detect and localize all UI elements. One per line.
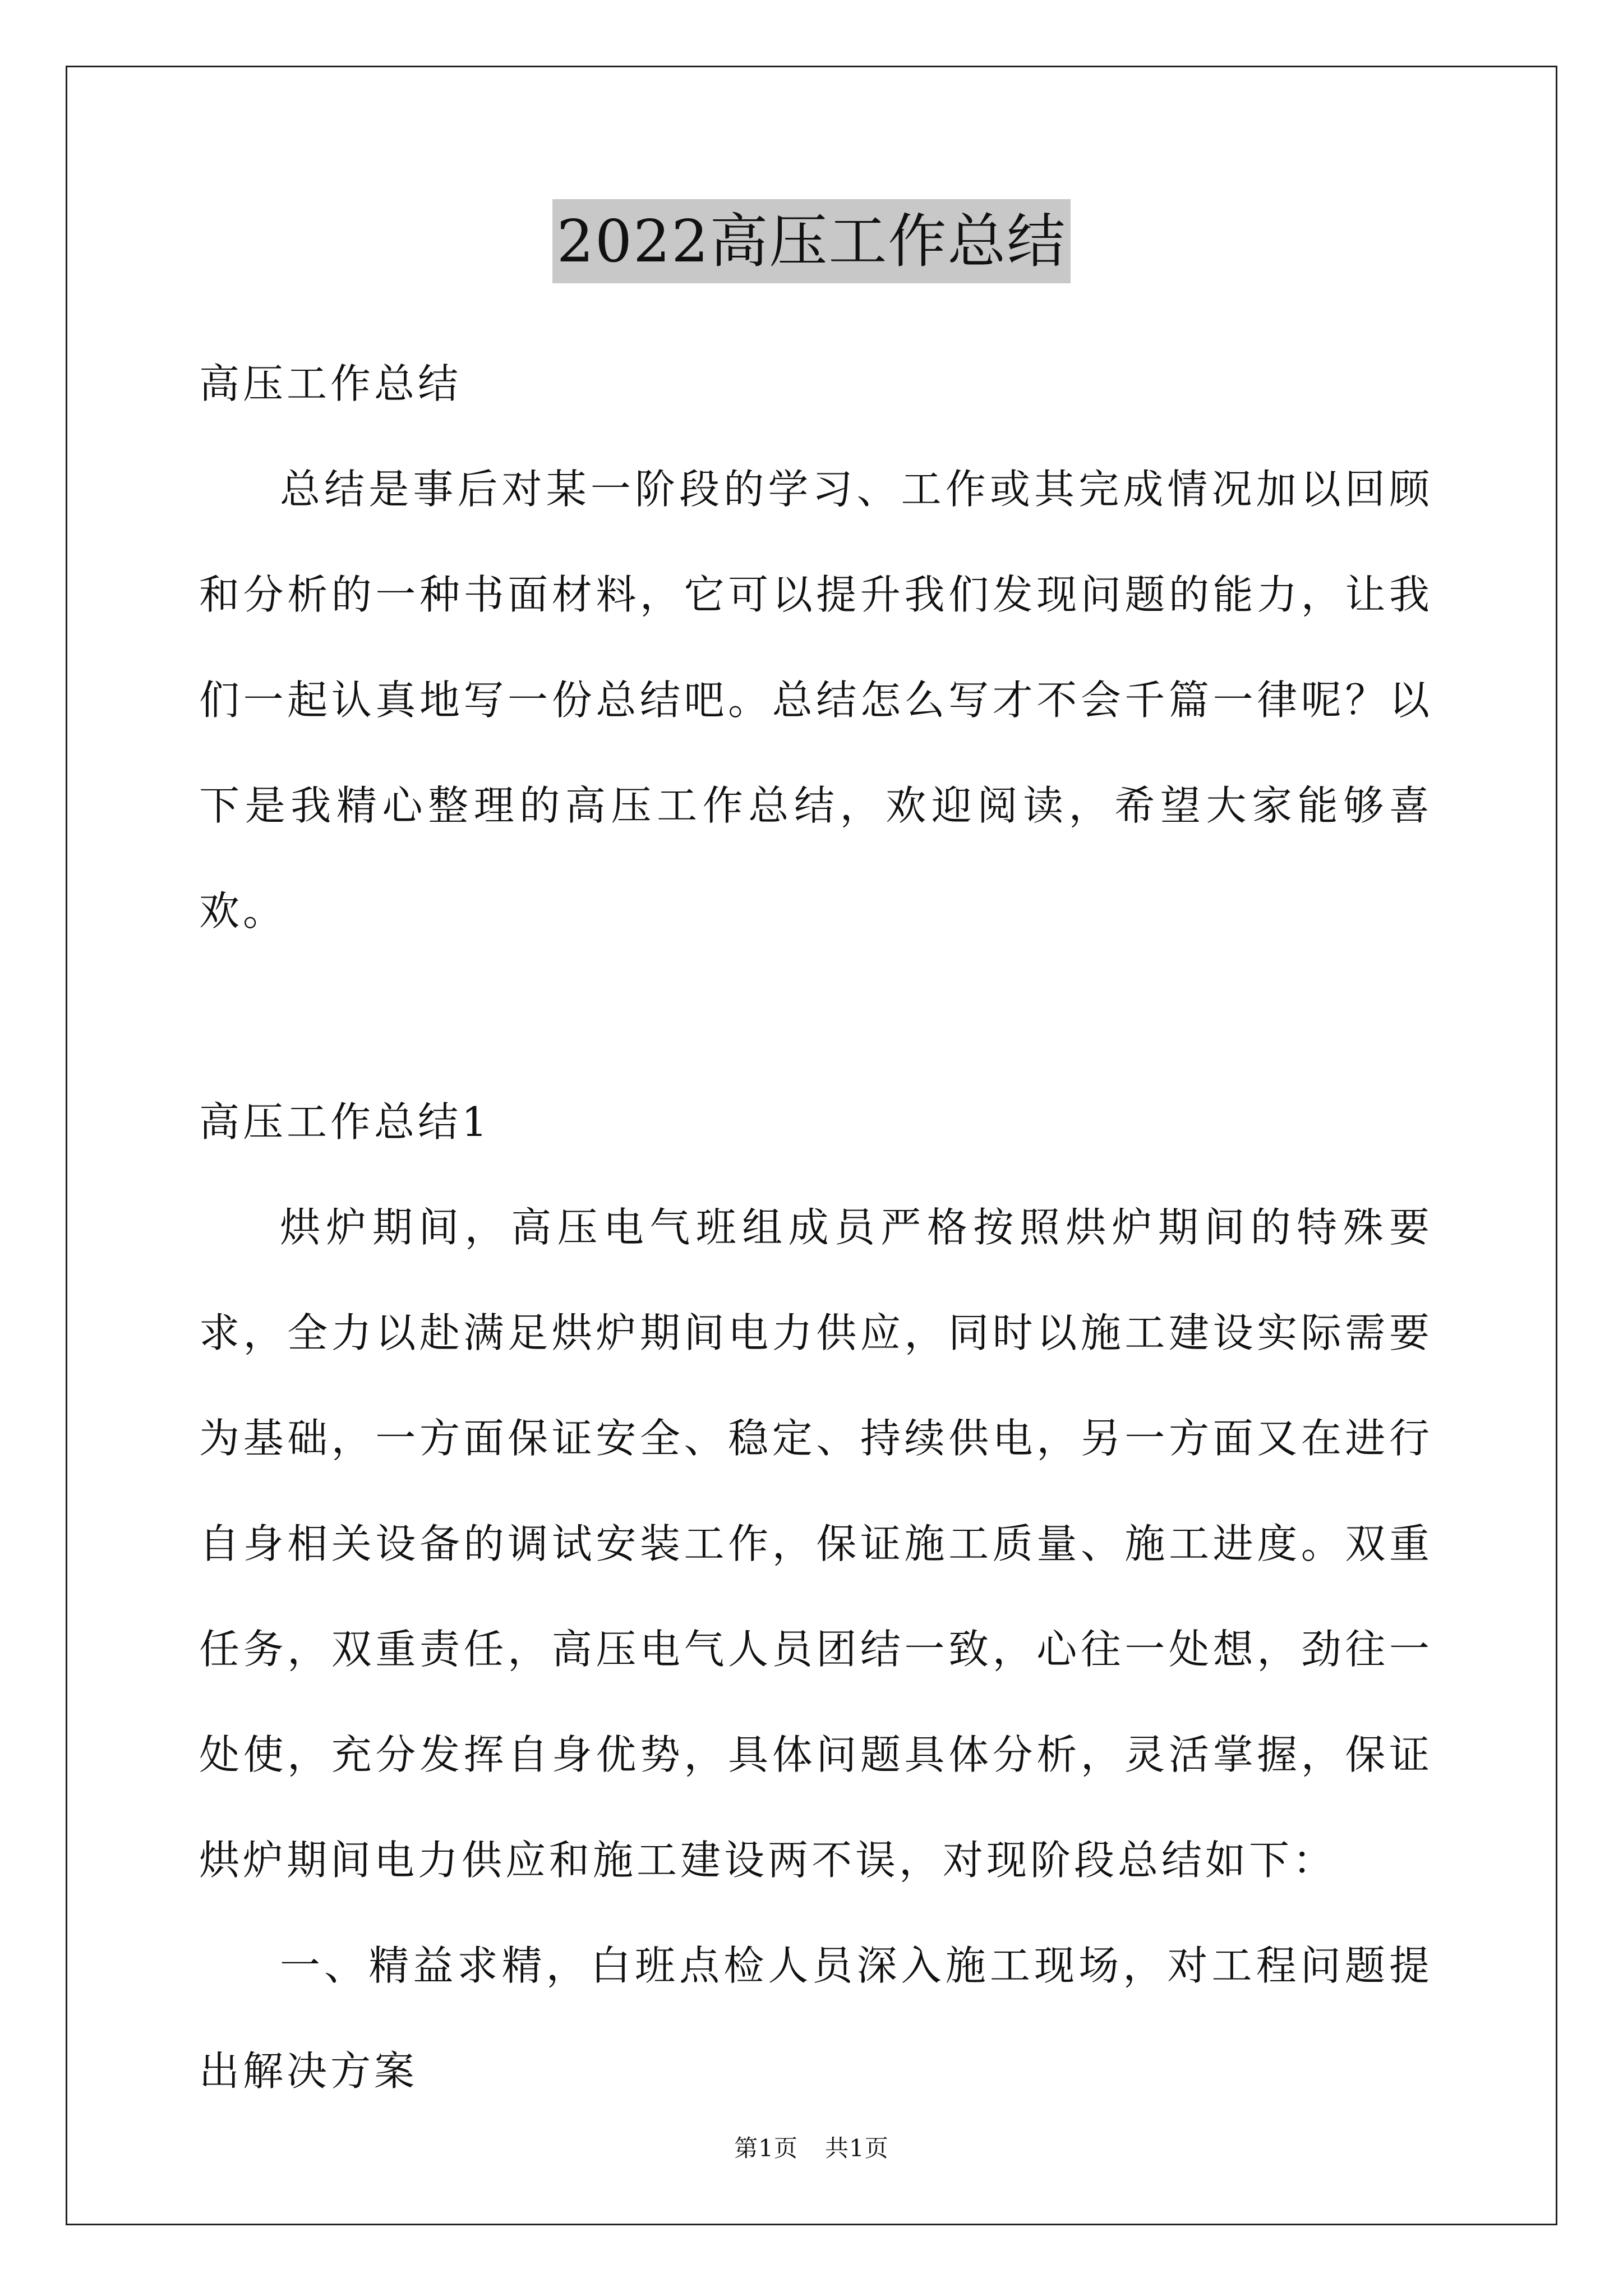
intro-heading: 高压工作总结 — [199, 360, 462, 407]
section-spacer — [199, 964, 1433, 1069]
title-container — [0, 199, 1623, 283]
page-footer — [0, 2132, 1623, 2165]
intro-paragraph: 总结是事后对某一阶段的学习、工作或其完成情况加以回顾和分析的一种书面材料，它可以提升我们发现问题的能力，让我们一起认真地写一份总结吧。总结怎么写才不会千篇一律呢？以下是我精心整理的高压工作总结，欢迎阅读，希望大家能够喜欢。 — [199, 466, 1433, 935]
page-total: 共1页 — [825, 2134, 889, 2162]
section1-paragraph: 烘炉期间，高压电气班组成员严格按照烘炉期间的特殊要求，全力以赴满足烘炉期间电力供应，同时以施工建设实际需要为基础，一方面保证安全、稳定、持续供电，另一方面又在进行自身相关设备的调试安装工作，保证施工质量、施工进度。双重任务，双重责任，高压电气人员团结一致，心往一处想，劲往一处使，充分发挥自身优势，具体问题具体分析，灵活掌握，保证烘炉期间电力供应和施工建设两不误，对现阶段总结如下： — [199, 1204, 1433, 1884]
document-body — [199, 331, 1433, 2124]
page-number: 第1页 — [734, 2134, 798, 2162]
document-title: 2022高压工作总结 — [552, 199, 1071, 283]
point1-paragraph: 一、精益求精，白班点检人员深入施工现场，对工程问题提出解决方案 — [199, 1942, 1433, 2095]
section1-heading: 高压工作总结1 — [199, 1098, 491, 1145]
